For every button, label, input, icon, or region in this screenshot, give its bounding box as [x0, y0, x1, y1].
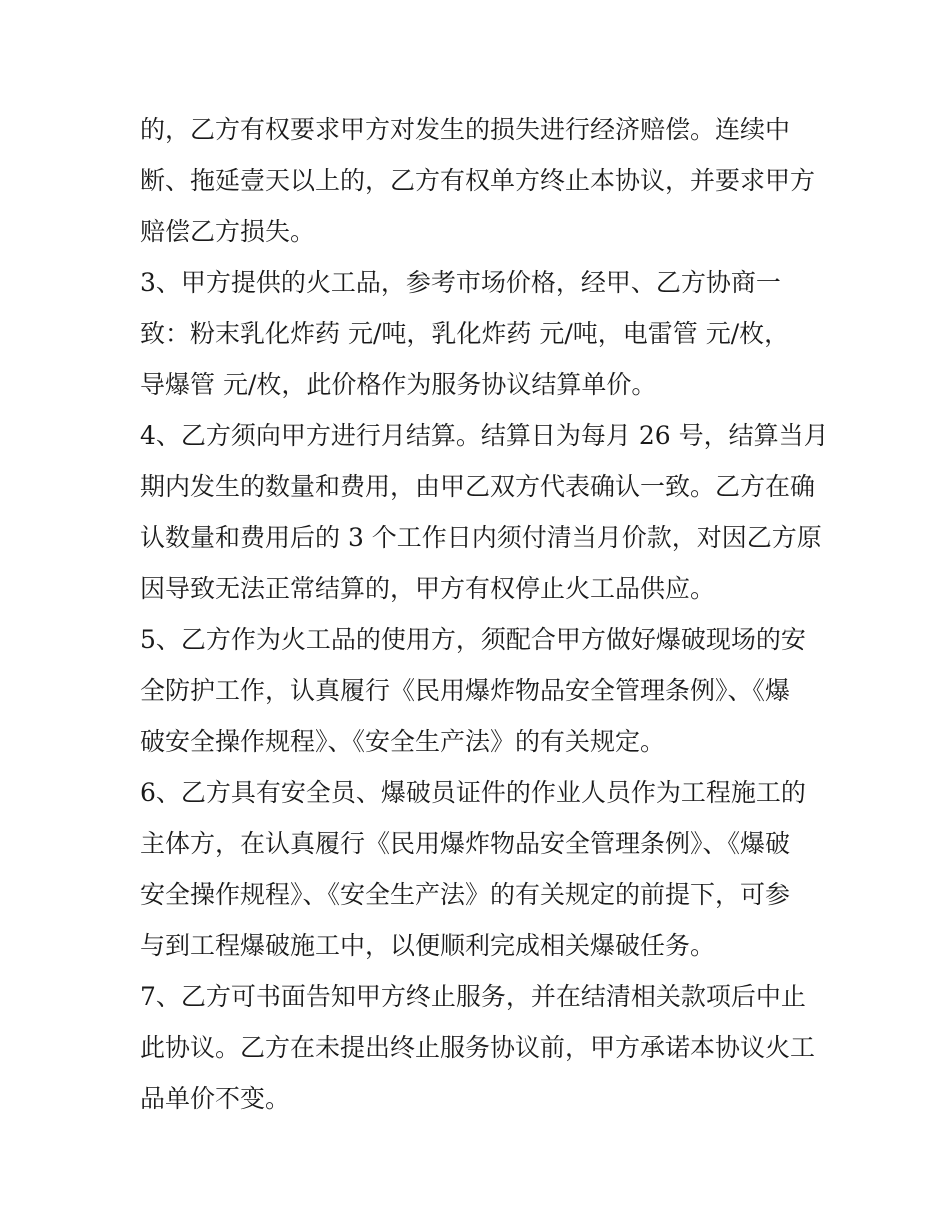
text-line: 导爆管 元/枚，此价格作为服务协议结算单价。 — [140, 370, 657, 399]
text-line: 的，乙方有权要求甲方对发生的损失进行经济赔偿。连续中 — [140, 115, 791, 144]
paragraph-clause-3 — [140, 257, 830, 410]
text-line: 4、乙方须向甲方进行月结算。结算日为每月 26 号，结算当月 — [140, 421, 829, 450]
text-line: 7、乙方可书面告知甲方终止服务，并在结清相关款项后中止 — [140, 982, 806, 1011]
paragraph-clause-4 — [140, 410, 830, 614]
text-line: 因导致无法正常结算的，甲方有权停止火工品供应。 — [140, 574, 716, 603]
text-line: 断、拖延壹天以上的，乙方有权单方终止本协议，并要求甲方 — [140, 166, 816, 195]
paragraph-clause-5 — [140, 614, 830, 767]
text-line: 3、甲方提供的火工品，参考市场价格，经甲、乙方协商一 — [140, 268, 781, 297]
text-line: 品单价不变。 — [140, 1084, 291, 1113]
text-line: 与到工程爆破施工中，以便顺利完成相关爆破任务。 — [140, 931, 716, 960]
document-body — [140, 104, 830, 1124]
text-line: 全防护工作，认真履行《民用爆炸物品安全管理条例》、《爆 — [140, 676, 791, 705]
text-line: 此协议。乙方在未提出终止服务协议前，甲方承诺本协议火工 — [140, 1033, 816, 1062]
text-line: 主体方，在认真履行《民用爆炸物品安全管理条例》、《爆破 — [140, 829, 791, 858]
text-line: 6、乙方具有安全员、爆破员证件的作业人员作为工程施工的 — [140, 778, 806, 807]
paragraph-compensation — [140, 104, 830, 257]
text-line: 安全操作规程》、《安全生产法》的有关规定的前提下，可参 — [140, 880, 791, 909]
text-line: 破安全操作规程》、《安全生产法》的有关规定。 — [140, 727, 666, 756]
text-line: 期内发生的数量和费用，由甲乙双方代表确认一致。乙方在确 — [140, 472, 816, 501]
text-line: 赔偿乙方损失。 — [140, 217, 316, 246]
text-line: 致：粉末乳化炸药 元/吨，乳化炸药 元/吨，电雷管 元/枚， — [140, 319, 790, 348]
text-line: 5、乙方作为火工品的使用方，须配合甲方做好爆破现场的安 — [140, 625, 806, 654]
paragraph-clause-6 — [140, 767, 830, 971]
paragraph-clause-7 — [140, 971, 830, 1124]
text-line: 认数量和费用后的 3 个工作日内须付清当月价款，对因乙方原 — [140, 523, 822, 552]
